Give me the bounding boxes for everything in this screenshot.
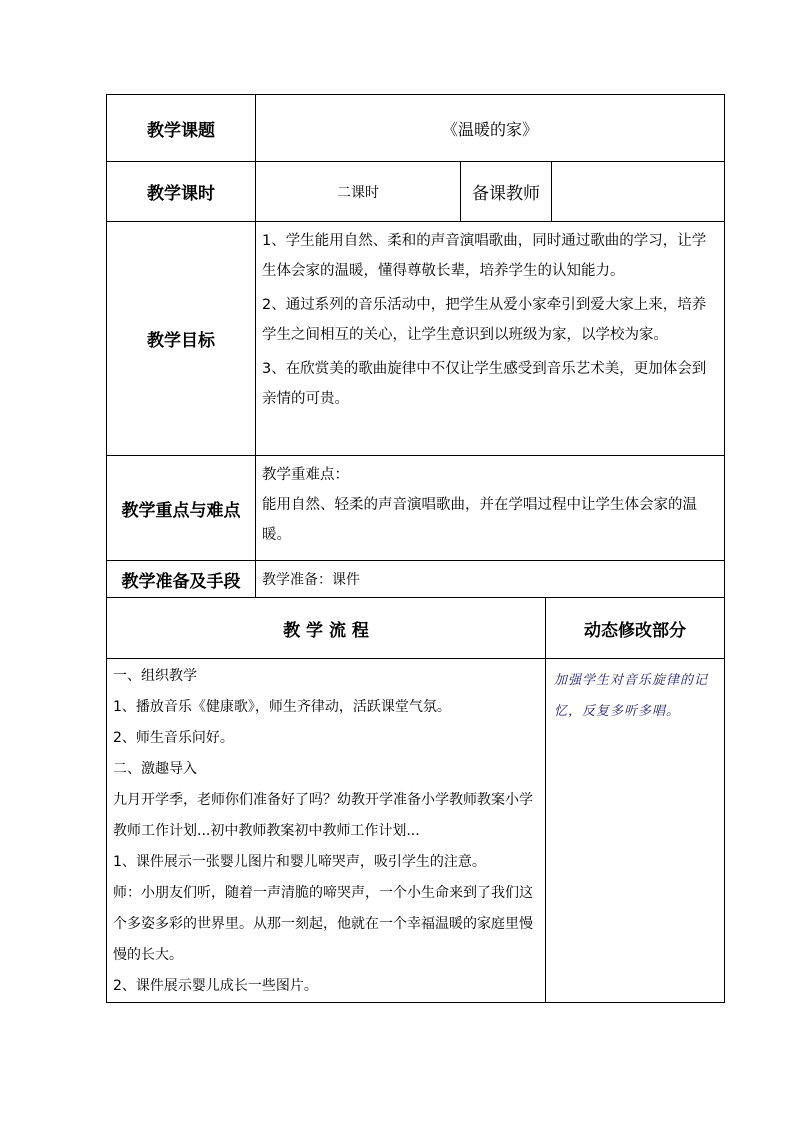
teacher-label: 备课教师: [461, 162, 552, 222]
objective-item: 1、学生能用自然、柔和的声音演唱歌曲，同时通过歌曲的学习，让学生体会家的温暖，懂得尊敬长辈，培养学生的认知能力。: [262, 233, 707, 279]
flow-line: 1、课件展示一张婴儿图片和婴儿啼哭声，吸引学生的注意。: [113, 854, 486, 870]
key-points-content: [256, 456, 725, 561]
periods-row: [107, 162, 725, 222]
key-points-label: 教学重点与难点: [107, 456, 256, 561]
key-points-text: 能用自然、轻柔的声音演唱歌曲，并在学唱过程中让学生体会家的温暖。: [262, 497, 697, 543]
topic-label: 教学课题: [107, 95, 256, 162]
handwritten-note: 加强学生对音乐旋律的记忆，反复多听多唱。: [546, 659, 725, 1003]
periods-label: 教学课时: [107, 162, 256, 222]
dynamic-edit-header: 动态修改部分: [546, 598, 725, 659]
flow-content: [107, 659, 546, 1003]
key-points-row: [107, 456, 725, 561]
teacher-value: [552, 162, 725, 222]
preparation-label: 教学准备及手段: [107, 561, 256, 598]
flow-line: 2、课件展示婴儿成长一些图片。: [113, 978, 318, 994]
objective-item: 2、通过系列的音乐活动中，把学生从爱小家牵引到爱大家上来，培养学生之间相互的关心，让学生意识到以班级为家，以学校为家。: [262, 297, 707, 343]
flow-line: 一、组织教学: [113, 668, 197, 684]
lesson-plan: [106, 94, 724, 1003]
flow-line: 师：小朋友们听，随着一声清脆的啼哭声，一个小生命来到了我们这个多姿多彩的世界里。从那一刻起，他就在一个幸福温暖的家庭里慢慢的长大。: [113, 885, 533, 963]
periods-value: 二课时: [256, 162, 461, 222]
flow-line: 2、师生音乐问好。: [113, 730, 234, 746]
teaching-flow-table: [106, 597, 725, 1003]
topic-value: 《温暖的家》: [256, 95, 725, 162]
objective-item: 3、在欣赏美的歌曲旋律中不仅让学生感受到音乐艺术美，更加体会到亲情的可贵。: [262, 361, 707, 407]
objectives-row: [107, 222, 725, 456]
topic-row: [107, 95, 725, 162]
flow-header: 教 学 流 程: [107, 598, 546, 659]
flow-header-row: [107, 598, 725, 659]
key-points-heading: 教学重难点：: [262, 467, 349, 483]
flow-line: 二、激趣导入: [113, 761, 197, 777]
preparation-value: 教学准备：课件: [256, 561, 725, 598]
flow-body-row: [107, 659, 725, 1003]
objectives-content: [256, 222, 725, 456]
lesson-info-table: [106, 94, 725, 598]
flow-line: 1、播放音乐《健康歌》，师生齐律动，活跃课堂气氛。: [113, 699, 451, 715]
flow-line: 九月开学季，老师你们准备好了吗？幼教开学准备小学教师教案小学教师工作计划...初中教师教案初中教师工作计划...: [113, 792, 533, 839]
preparation-row: [107, 561, 725, 598]
objectives-label: 教学目标: [107, 222, 256, 456]
